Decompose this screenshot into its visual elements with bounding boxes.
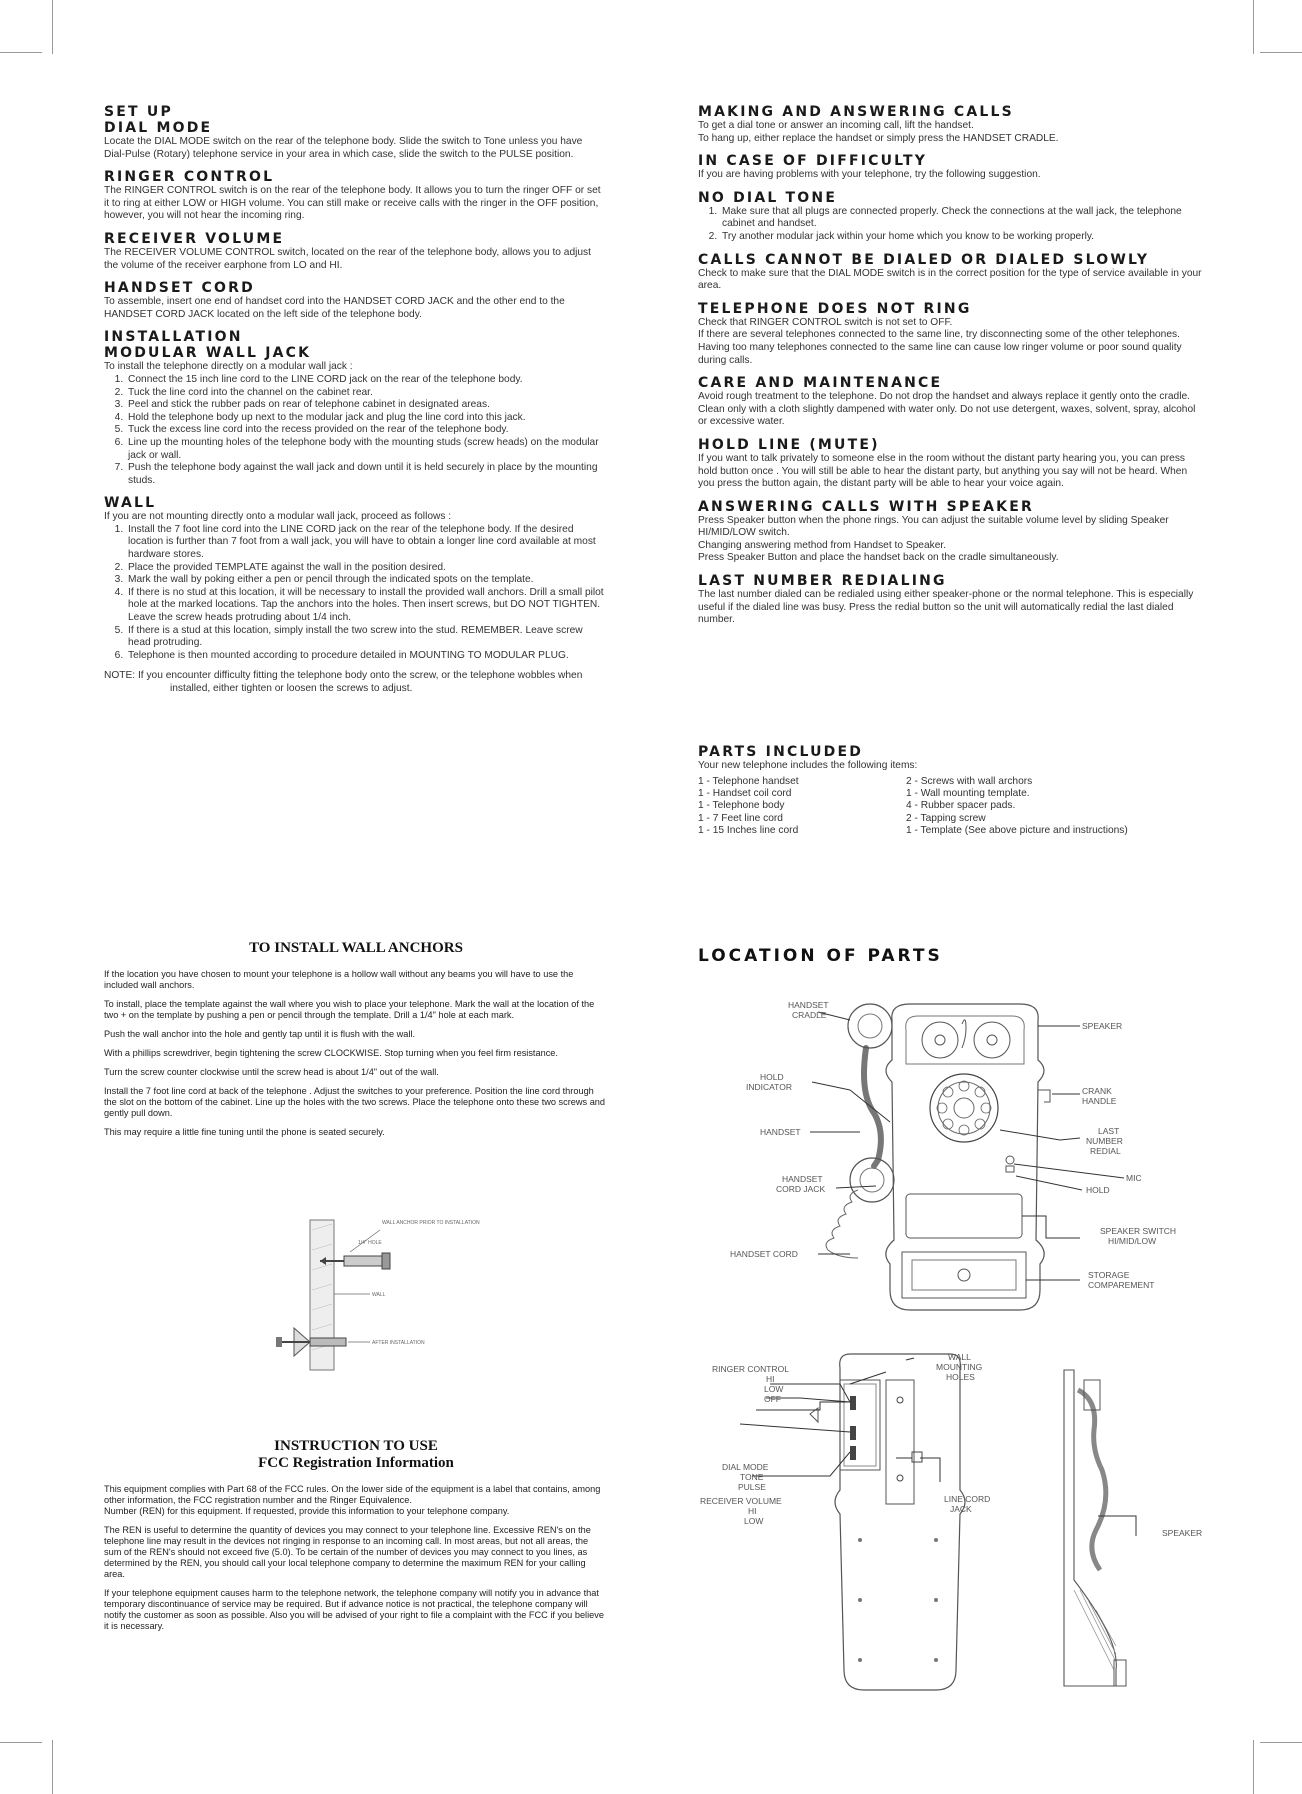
wall-anchors-section (104, 940, 608, 1138)
anchor-label: WALL ANCHOR PRIOR TO INSTALLATION (382, 1220, 480, 1226)
crop-mark (1260, 1742, 1302, 1743)
handset-cord-text: To assemble, insert one end of handset cord into the HANDSET CORD JACK and the other end to the HANDSET CORD JACK located on the left side of the telephone body. (104, 296, 565, 320)
label-wall-holes: WALL (948, 1352, 971, 1362)
difficulty-text: If you are having problems with your telephone, try the following suggestion. (698, 169, 1041, 181)
right-instructions (698, 104, 1204, 627)
label-last-redial: REDIAL (1090, 1146, 1121, 1156)
label-ringer: HI (766, 1374, 775, 1384)
label-cord-jack: HANDSET (782, 1174, 823, 1184)
not-ring-text-1: Check that RINGER CONTROL switch is not set to OFF. (698, 316, 953, 328)
receiver-volume-text: The RECEIVER VOLUME CONTROL switch, located on the rear of the telephone body, allows you to adjust the volume of the receiver earphone from LO and HI. (104, 246, 591, 271)
phone-front-diagram (700, 990, 1220, 1330)
label-handset-cradle: CRADLE (792, 1010, 827, 1020)
crop-mark (1253, 0, 1254, 54)
list-item: 5. Tuck the excess line cord into the recess provided on the rear of the telephone body. (126, 424, 606, 437)
hold-line-text: If you want to talk privately to someone else in the room without the distant party hearing you, you can press hold button once . You will still be able to hear the distant party, but anything you say will not be heard. When you press the button again, the distant party will be able to hear your voice again. (698, 452, 1188, 490)
label-cord-jack: CORD JACK (776, 1184, 826, 1194)
label-ringer: LOW (764, 1384, 784, 1394)
wall-anchor-diagram (220, 1210, 480, 1380)
dial-mode-heading: DIAL MODE (104, 120, 213, 136)
wall-heading: WALL (104, 495, 157, 512)
label-handset-cord: HANDSET CORD (730, 1249, 798, 1259)
label-crank: HANDLE (1082, 1096, 1117, 1106)
label-dial-mode: PULSE (738, 1482, 766, 1492)
redial-heading: LAST NUMBER REDIALING (698, 573, 947, 590)
phone-rear-diagram (700, 1340, 1220, 1710)
location-title: LOCATION OF PARTS (698, 946, 943, 966)
parts-included (698, 744, 1204, 838)
label-dial-mode: TONE (740, 1472, 764, 1482)
label-storage: COMPAREMENT (1088, 1280, 1155, 1290)
wall-steps (104, 524, 606, 663)
list-item: 1 - Telephone handset (698, 775, 799, 787)
setup-heading: SET UP (104, 104, 173, 120)
modular-wall-jack-heading: MODULAR WALL JACK (104, 345, 312, 362)
label-wall-holes: HOLES (946, 1372, 975, 1382)
label-hold-indicator: INDICATOR (746, 1082, 792, 1092)
cannot-dial-heading: CALLS CANNOT BE DIALED OR DIALED SLOWLY (698, 251, 1150, 268)
anchors-paragraph: Push the wall anchor into the hole and gently tap until it is flush with the wall. (104, 1029, 416, 1039)
anchors-paragraph: To install, place the template against the wall where you wish to place your telephone. Mark the wall at the location of the two + on the template by pushing a pen or pencil through the template. Drill a 1/4" hole at each mark. (104, 999, 595, 1020)
label-speaker-switch: SPEAKER SWITCH (1100, 1226, 1177, 1236)
list-item: 7. Push the telephone body against the wall jack and down until it is held securely in place by the mounting studs. (126, 462, 606, 487)
label-wall-holes: MOUNTING (936, 1362, 983, 1372)
list-item: 1 - Telephone body (698, 800, 785, 812)
care-text-2: Clean only with a cloth slightly dampened with water only. Do not use detergent, waxes, solvent, spray, alcohol or excessive water. (698, 403, 1196, 428)
no-dial-tone-heading: NO DIAL TONE (698, 189, 838, 206)
label-dial-mode: DIAL MODE (722, 1462, 769, 1472)
list-item: 2 - Tapping screw (906, 812, 986, 824)
installation-heading: INSTALLATION (104, 329, 243, 346)
list-item: 4. Hold the telephone body up next to the modular jack and plug the line cord into this jack. (126, 412, 606, 425)
label-speaker-switch: HI/MID/LOW (1108, 1236, 1157, 1246)
list-item: 3. Peel and stick the rubber pads on rear of telephone cabinet in designated areas. (126, 399, 606, 412)
not-ring-text-2: If there are several telephones connected to the same line, try disconnecting some of the other telephones. Having too many telephones connected to the same line can cause low ringer volume or poor sound quality during calls. (698, 329, 1182, 366)
list-item: 2. Tuck the line cord into the channel on the cabinet rear. (126, 387, 606, 400)
label-hold: HOLD (1086, 1185, 1110, 1195)
care-heading: CARE AND MAINTENANCE (698, 375, 943, 392)
receiver-volume-switch (850, 1446, 856, 1460)
crop-mark (1260, 52, 1302, 53)
not-ring-heading: TELEPHONE DOES NOT RING (698, 300, 972, 317)
label-last-redial: NUMBER (1086, 1136, 1123, 1146)
anchors-title: TO INSTALL WALL ANCHORS (249, 940, 463, 956)
speaker-heading: ANSWERING CALLS WITH SPEAKER (698, 498, 1034, 515)
cannot-dial-text: Check to make sure that the DIAL MODE switch is in the correct position for the type of service available in your area. (698, 267, 1202, 292)
crank-handle-icon (1038, 1090, 1050, 1102)
handset-cord-heading: HANDSET CORD (104, 280, 255, 297)
label-hold-indicator: HOLD (760, 1072, 784, 1082)
care-text-1: Avoid rough treatment to the telephone. Do not drop the handset and always replace it gently onto the cradle. (698, 391, 1190, 403)
crop-mark (52, 0, 53, 54)
anchors-paragraph: Install the 7 foot line cord at back of the telephone . Adjust the switches to your preference. Position the line cord through the slot on the bottom of the cabinet. Line up the holes with the two screws. Place the telephone onto these two screws and gently pull down. (104, 1086, 606, 1118)
making-calls-text-2: To hang up, either replace the handset or simply press the HANDSET CRADLE. (698, 132, 1059, 144)
ringer-control-heading: RINGER CONTROL (104, 169, 275, 186)
wall-label: WALL (372, 1292, 386, 1298)
list-item: 4 - Rubber spacer pads. (906, 800, 1016, 812)
label-handset-cradle: HANDSET (788, 1000, 829, 1010)
after-label: AFTER INSTALLATION (372, 1340, 425, 1346)
anchors-paragraph: Turn the screw counter clockwise until the screw head is about 1/4" out of the wall. (104, 1067, 439, 1077)
parts-intro: Your new telephone includes the following items: (698, 760, 918, 771)
fcc-title-2: FCC Registration Information (258, 1455, 454, 1471)
side-view-shape (1064, 1370, 1116, 1686)
label-last-redial: LAST (1098, 1126, 1120, 1136)
redial-text: The last number dialed can be redialed using either speaker-phone or the normal telephone. This is especially useful if the dialed line was busy. Press the redial button so the unit will automatically redial the last dialed number. (698, 589, 1194, 626)
list-item: 2. Place the provided TEMPLATE against the wall in the position desired. (126, 562, 606, 575)
label-receiver-volume: LOW (744, 1516, 764, 1526)
crop-mark (1253, 1740, 1254, 1794)
label-receiver-volume: RECEIVER VOLUME (700, 1496, 782, 1506)
anchors-paragraph: If the location you have chosen to mount your telephone is a hollow wall without any beams you will have to use the included wall anchors. (104, 969, 574, 990)
list-item: 1 - Wall mounting template. (906, 788, 1030, 799)
label-side-speaker: SPEAKER (1162, 1528, 1203, 1538)
speaker-text-2: Changing answering method from Handset to Speaker. (698, 539, 947, 551)
list-item: 1. Install the 7 foot line cord into the LINE CORD jack on the rear of the telephone body. If the desired location is further than 7 foot from a wall jack, you will have to obtain a longer line cord available at most hardware stores. (126, 524, 606, 562)
difficulty-heading: IN CASE OF DIFFICULTY (698, 153, 928, 170)
receiver-volume-heading: RECEIVER VOLUME (104, 230, 285, 247)
label-crank: CRANK (1082, 1086, 1112, 1096)
list-item: 1 - Template (See above picture and instructions) (906, 825, 1128, 837)
list-item: 6. Telephone is then mounted according to procedure detailed in MOUNTING TO MODULAR PLUG. (126, 650, 606, 663)
label-receiver-volume: HI (748, 1506, 757, 1516)
dial-mode-text: Locate the DIAL MODE switch on the rear of the telephone body. Slide the switch to Tone unless you have Dial-Pulse (Rotary) telephone service in your area in which case, slide the switch to the PULSE position. (104, 136, 583, 160)
label-storage: STORAGE (1088, 1270, 1130, 1280)
list-item: 1 - 7 Feet line cord (698, 812, 783, 824)
hold-line-heading: HOLD LINE (MUTE) (698, 436, 880, 453)
modular-intro: To install the telephone directly on a modular wall jack : (104, 361, 353, 373)
installation-note: NOTE: If you encounter difficulty fitting the telephone body onto the screw, or the telephone wobbles when installed, either tighten or loosen the screws to adjust. (104, 670, 583, 694)
fcc-paragraph: If your telephone equipment causes harm to the telephone network, the telephone company will notify you in advance that temporary discontinuance of service may be required. But if advance notice is not practical, the telephone company will notify the customer as soon as possible. Also you will be advised of your right to file a complaint with the FCC if you believe it is necessary. (104, 1588, 604, 1631)
crop-mark (0, 52, 42, 53)
label-handset: HANDSET (760, 1127, 801, 1137)
label-ringer: RINGER CONTROL (712, 1364, 789, 1374)
list-item: 2. Try another modular jack within your home which you know to be working properly. (720, 231, 1204, 244)
coil-cord (826, 1190, 858, 1258)
dial-mode-switch (850, 1426, 856, 1440)
fcc-paragraph: Number (REN) for this equipment. If requested, provide this information to your telephone company. (104, 1506, 510, 1516)
anchors-paragraph: With a phillips screwdriver, begin tightening the screw CLOCKWISE. Stop turning when you feel firm resistance. (104, 1048, 558, 1058)
fcc-paragraph: The REN is useful to determine the quantity of devices you may connect to your telephone line. Excessive REN's on the telephone line may result in the devices not ringing in response to an incoming call. In most areas, but not all areas, the sum of the REN's should not exceed five (5.0). To be certain of the number of devices you may connect to you lines, as determined by the REN, you should call your local telephone company to determine the maximum REN for your calling area. (104, 1525, 591, 1579)
fcc-title-1: INSTRUCTION TO USE (274, 1438, 438, 1454)
list-item: 2 - Screws with wall archors (906, 775, 1033, 787)
crop-mark (52, 1740, 53, 1794)
wall-intro: If you are not mounting directly onto a modular wall jack, proceed as follows : (104, 511, 452, 523)
list-item: 5. If there is a stud at this location, simply install the two screw into the stud. REMEMBER. Leave screw head protruding. (126, 625, 606, 650)
speaker-text-3: Press Speaker Button and place the handset back on the cradle simultaneously. (698, 552, 1059, 564)
cabinet-shape (886, 1004, 1044, 1310)
anchors-paragraph: This may require a little fine tuning until the phone is seated securely. (104, 1127, 385, 1137)
list-item: 3. Mark the wall by poking either a pen or pencil through the indicated spots on the template. (126, 574, 606, 587)
speaker-text-1: Press Speaker button when the phone rings. You can adjust the suitable volume level by sliding Speaker HI/MID/LOW switch. (698, 514, 1169, 539)
list-item: 6. Line up the mounting holes of the telephone body with the mounting studs (screw heads) on the modular jack or wall. (126, 437, 606, 462)
making-calls-text-1: To get a dial tone or answer an incoming call, lift the handset. (698, 120, 974, 131)
label-mic: MIC (1126, 1173, 1142, 1183)
list-item: 1. Connect the 15 inch line cord to the LINE CORD jack on the rear of the telephone body. (126, 374, 606, 387)
list-item: 1 - 15 Inches line cord (698, 825, 799, 837)
making-calls-heading: MAKING AND ANSWERING CALLS (698, 104, 1014, 120)
fcc-paragraph: This equipment complies with Part 68 of the FCC rules. On the lower side of the equipment is a label that contains, among other information, the FCC registration number and the Ringer Equivalence. (104, 1484, 601, 1505)
list-item: 1. Make sure that all plugs are connected properly. Check the connections at the wall jack, the telephone cabinet and handset. (720, 206, 1204, 231)
list-item: 1 - Handset coil cord (698, 788, 792, 799)
list-item: 4. If there is no stud at this location, it will be necessary to install the provided wall anchors. Drill a small pilot hole at the marked locations. Tap the anchors into the holes. Then insert screws, but DO NOT TIGHTEN. Leave the screw heads protruding about 1/4 inch. (126, 587, 606, 625)
label-line-cord-jack: JACK (950, 1504, 972, 1514)
label-ringer: OFF (764, 1394, 781, 1404)
modular-steps (104, 374, 606, 487)
crop-mark (0, 1742, 42, 1743)
no-dial-tone-steps (698, 206, 1204, 244)
label-speaker: SPEAKER (1082, 1021, 1123, 1031)
label-line-cord-jack: LINE CORD (944, 1494, 991, 1504)
handset-icon (864, 1048, 881, 1166)
ringer-switch (850, 1396, 856, 1410)
left-instructions (104, 104, 606, 696)
ringer-control-text: The RINGER CONTROL switch is on the rear of the telephone body. It allows you to turn the ringer OFF or set it to ring at either LOW or HIGH volume. You can still make or receive calls with the ringer in the OFF position, however, you will not hear the incoming ring. (104, 185, 601, 222)
parts-heading: PARTS INCLUDED (698, 744, 864, 760)
fcc-section (104, 1438, 608, 1632)
hole-label: 1/4" HOLE (358, 1240, 382, 1246)
